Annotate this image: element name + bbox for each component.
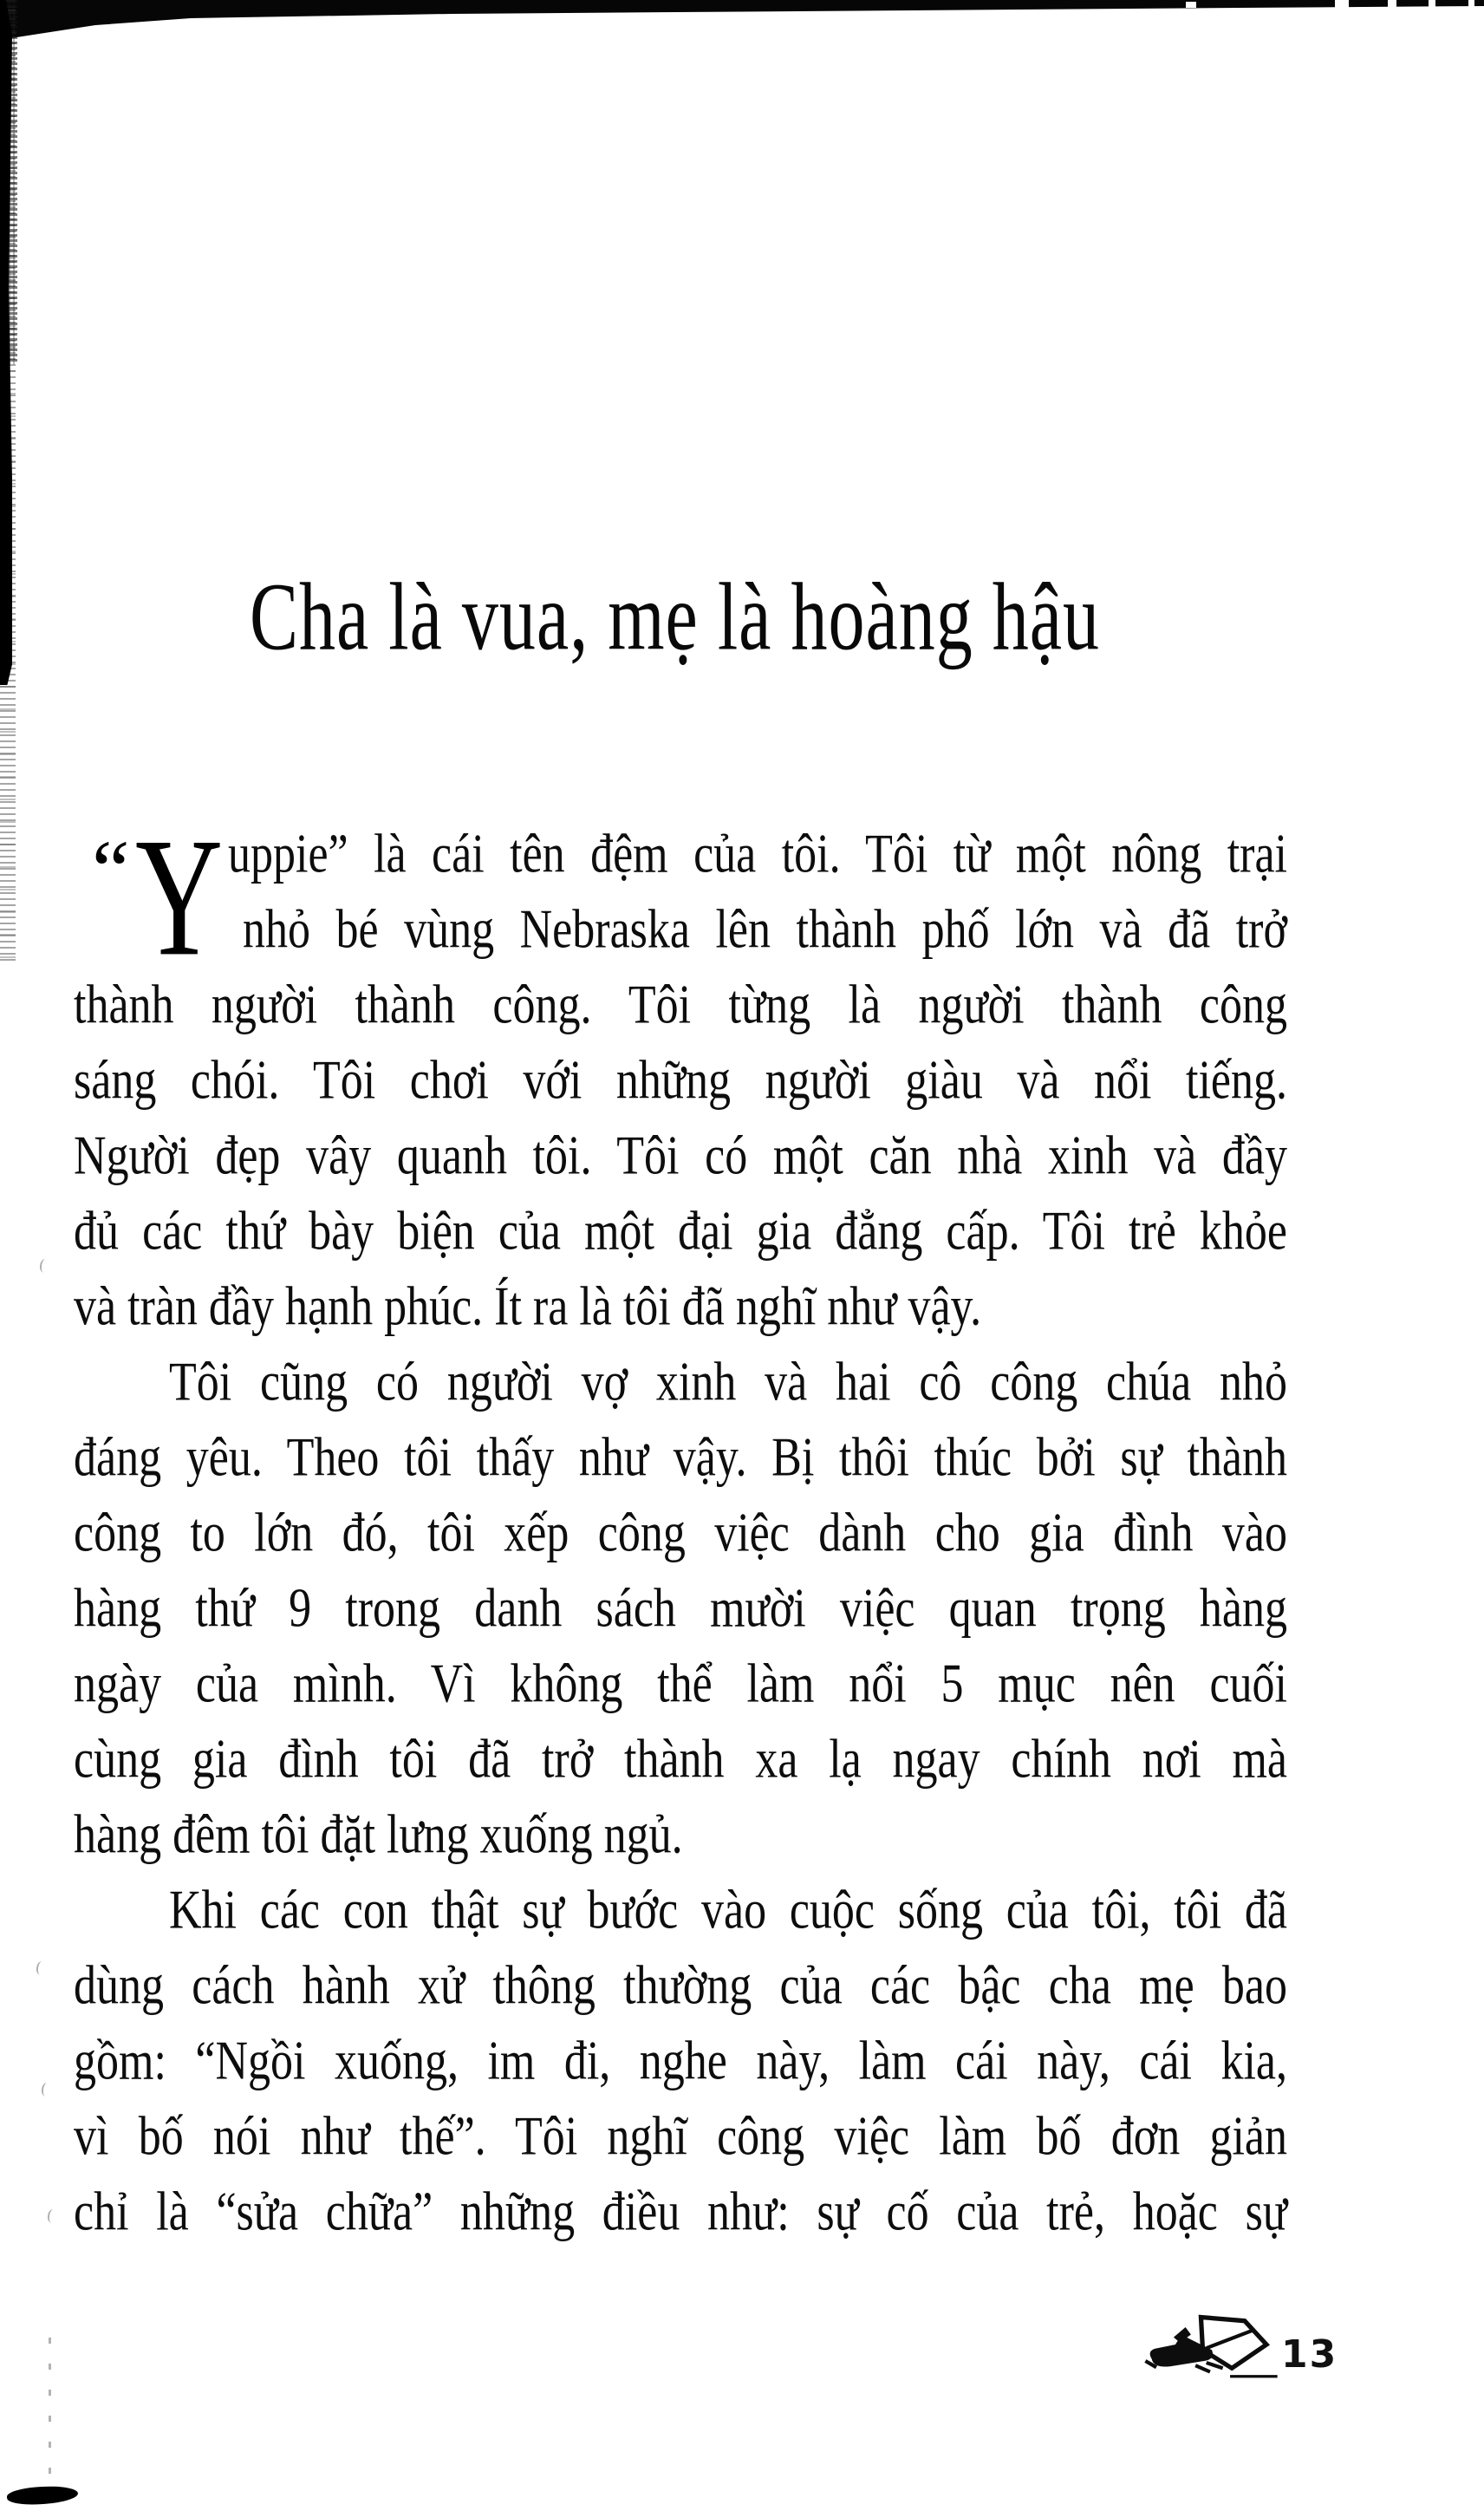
text-line: thành người thành công. Tôi từng là người thành công (74, 975, 1287, 1036)
scan-margin-mark (36, 1960, 47, 1975)
text-line: đủ các thứ bày biện của một đại gia đẳng cấp. Tôi trẻ khỏe (74, 1201, 1287, 1262)
scan-edge-top-bar (0, 0, 1484, 40)
text-line: hàng đêm tôi đặt lưng xuống ngủ. (74, 1804, 683, 1866)
text-line: chỉ là “sửa chữa” những điều như: sự cố của trẻ, hoặc sự (74, 2182, 1287, 2243)
text-line: Tôi cũng có người vợ xinh và hai cô công chúa nhỏ (169, 1352, 1287, 1413)
scan-corner-mark (6, 2484, 78, 2507)
body-text (74, 817, 1287, 2250)
text-line: công to lớn đó, tôi xếp công việc dành cho gia đình vào (74, 1503, 1287, 1564)
scan-margin-mark (47, 2208, 58, 2223)
page-number: 13 (1281, 2332, 1338, 2377)
scan-margin-mark (39, 1258, 50, 1273)
text-line: hàng thứ 9 trong danh sách mười việc quan trọng hàng (74, 1578, 1287, 1640)
text-line: Người đẹp vây quanh tôi. Tôi có một căn nhà xinh và đầy (74, 1125, 1287, 1187)
text-line: gồm: “Ngồi xuống, im đi, nghe này, làm cái này, cái kia, (74, 2031, 1287, 2092)
text-line: sáng chói. Tôi chơi với những người giàu và nổi tiếng. (74, 1050, 1287, 1112)
text-line: cùng gia đình tôi đã trở thành xa lạ ngay chính nơi mà (74, 1729, 1287, 1790)
text-line: ngày của mình. Vì không thể làm nổi 5 mục nên cuối (74, 1653, 1287, 1715)
opening-quote-mark: “ (92, 824, 130, 917)
scan-margin-mark (41, 2082, 52, 2097)
text-line: dùng cách hành xử thông thường của các bậc cha mẹ bao (74, 1955, 1287, 2017)
text-line: nhỏ bé vùng Nebraska lên thành phố lớn và đã trở (243, 899, 1287, 961)
text-line: đáng yêu. Theo tôi thấy như vậy. Bị thôi thúc bởi sự thành (74, 1427, 1287, 1489)
scan-dotted-line (49, 2338, 51, 2483)
scan-edge-shape (0, 0, 1484, 40)
text-line: và tràn đầy hạnh phúc. Ít ra là tôi đã nghĩ như vậy. (74, 1276, 982, 1338)
text-line: vì bố nói như thế”. Tôi nghĩ công việc làm bố đơn giản (74, 2106, 1287, 2168)
drop-cap-letter: Y (135, 803, 224, 992)
page-footer (1142, 2308, 1368, 2386)
crawling-figure-ornament (1142, 2308, 1279, 2381)
chapter-title: Cha là vua, mẹ là hoàng hậu (250, 564, 1101, 671)
text-line: uppie” là cái tên đệm của tôi. Tôi từ một nông trại (228, 824, 1287, 885)
text-line: Khi các con thật sự bước vào cuộc sống của tôi, tôi đã (169, 1880, 1287, 1941)
